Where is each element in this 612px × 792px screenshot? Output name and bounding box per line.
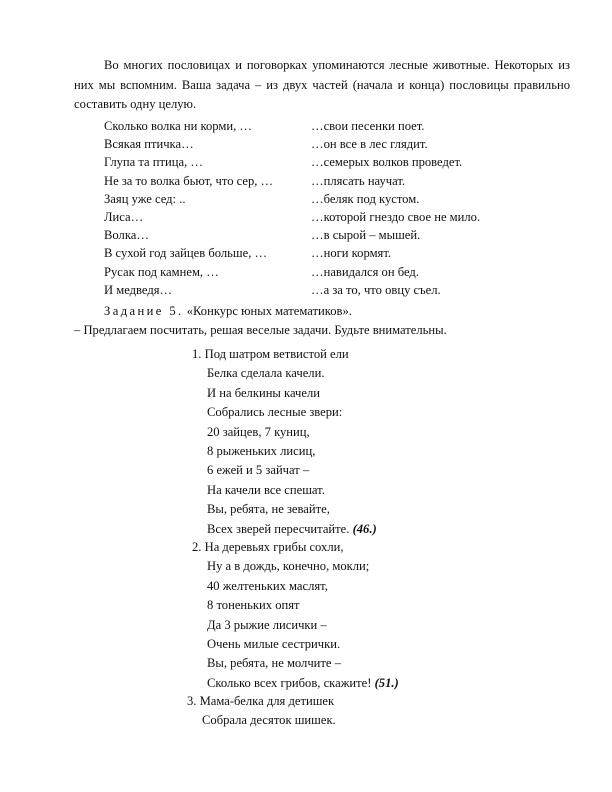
proverb-end: …беляк под кустом. xyxy=(311,191,420,206)
proverb-row xyxy=(104,244,524,262)
proverb-row xyxy=(104,190,524,208)
proverb-start: Заяц уже сед: .. xyxy=(104,191,186,206)
proverb-row xyxy=(104,135,524,153)
poem-line: 40 желтеньких маслят, xyxy=(207,578,328,593)
task-heading xyxy=(104,302,352,320)
proverb-end: …плясать научат. xyxy=(311,173,406,188)
poem-line: Сколько всех грибов, скажите! xyxy=(207,675,372,690)
proverb-start: Глупа та птица, … xyxy=(104,155,203,170)
task-label: Задание 5. xyxy=(104,304,184,318)
proverb-start: Волка… xyxy=(104,228,149,243)
proverb-end: …в сырой – мышей. xyxy=(311,228,421,243)
poem-line: 3. Мама-белка для детишек xyxy=(187,694,335,708)
answer: (46.) xyxy=(352,521,377,536)
proverb-end: …свои песенки поет. xyxy=(311,119,425,133)
problem-2 xyxy=(192,538,399,693)
proverb-start: Сколько волка ни корми, … xyxy=(104,119,253,133)
poem-line: Вы, ребята, не зевайте, xyxy=(207,502,330,517)
proverb-end: …которой гнездо свое не мило. xyxy=(311,209,481,224)
poem-line: Белка сделала качели. xyxy=(207,366,325,381)
intro-paragraph xyxy=(74,56,570,115)
poem-line: Собрались лесные звери: xyxy=(207,405,343,420)
problem-3 xyxy=(187,692,336,731)
proverb-start: Всякая птичка… xyxy=(104,137,194,152)
task-instruction: – Предлагаем посчитать, решая веселые задачи. Будьте внимательны. xyxy=(74,323,447,337)
poem-line: 8 рыженьких лисиц, xyxy=(207,443,316,458)
poem-line: 2. На деревьях грибы сохли, xyxy=(192,540,344,554)
poem-line: 20 зайцев, 7 куниц, xyxy=(207,424,310,439)
proverb-start: Русак под камнем, … xyxy=(104,264,219,279)
poem-last-line xyxy=(192,674,399,693)
intro-text: Во многих пословицах и поговорках упоминаются лесные животные. Некоторых из них мы вспомним. Ваша задача – из двух частей (начала и конца) пословицы правильно составить одну целую. xyxy=(74,58,570,111)
proverb-list xyxy=(104,117,524,299)
proverb-end: …семерых волков проведет. xyxy=(311,155,463,170)
proverb-row xyxy=(104,263,524,281)
problem-1 xyxy=(192,345,377,539)
proverb-end: …ноги кормят. xyxy=(311,246,392,261)
proverb-start: В сухой год зайцев больше, … xyxy=(104,246,268,261)
poem-line: Всех зверей пересчитайте. xyxy=(207,521,350,536)
proverb-end: …он все в лес глядит. xyxy=(311,137,428,152)
poem-line: На качели все спешат. xyxy=(207,482,325,497)
proverb-end: …навидался он бед. xyxy=(311,264,419,279)
poem-line: Очень милые сестрички. xyxy=(207,636,341,651)
proverb-row xyxy=(104,153,524,171)
poem-line: Собрала десяток шишек. xyxy=(202,713,336,728)
poem-line: 8 тоненьких опят xyxy=(207,598,300,613)
poem-line: Да 3 рыжие лисички – xyxy=(207,617,327,632)
proverb-start: Не за то волка бьют, что сер, … xyxy=(104,173,274,188)
task-title: «Конкурс юных математиков». xyxy=(186,304,352,318)
proverb-start: И медведя… xyxy=(104,282,173,297)
poem-line: Ну а в дождь, конечно, мокли; xyxy=(207,559,370,574)
proverb-row xyxy=(104,281,524,299)
proverb-row xyxy=(104,172,524,190)
poem-line: 6 ежей и 5 зайчат – xyxy=(207,463,310,478)
proverb-start: Лиса… xyxy=(104,209,144,224)
proverb-row xyxy=(104,208,524,226)
proverb-end: …а за то, что овцу съел. xyxy=(311,282,441,297)
proverb-row xyxy=(104,117,524,135)
proverb-row xyxy=(104,226,524,244)
poem-last-line xyxy=(192,520,377,539)
answer: (51.) xyxy=(374,675,399,690)
poem-line: И на белкины качели xyxy=(207,385,321,400)
poem-line: Вы, ребята, не молчите – xyxy=(207,656,341,671)
poem-line: 1. Под шатром ветвистой ели xyxy=(192,347,349,361)
